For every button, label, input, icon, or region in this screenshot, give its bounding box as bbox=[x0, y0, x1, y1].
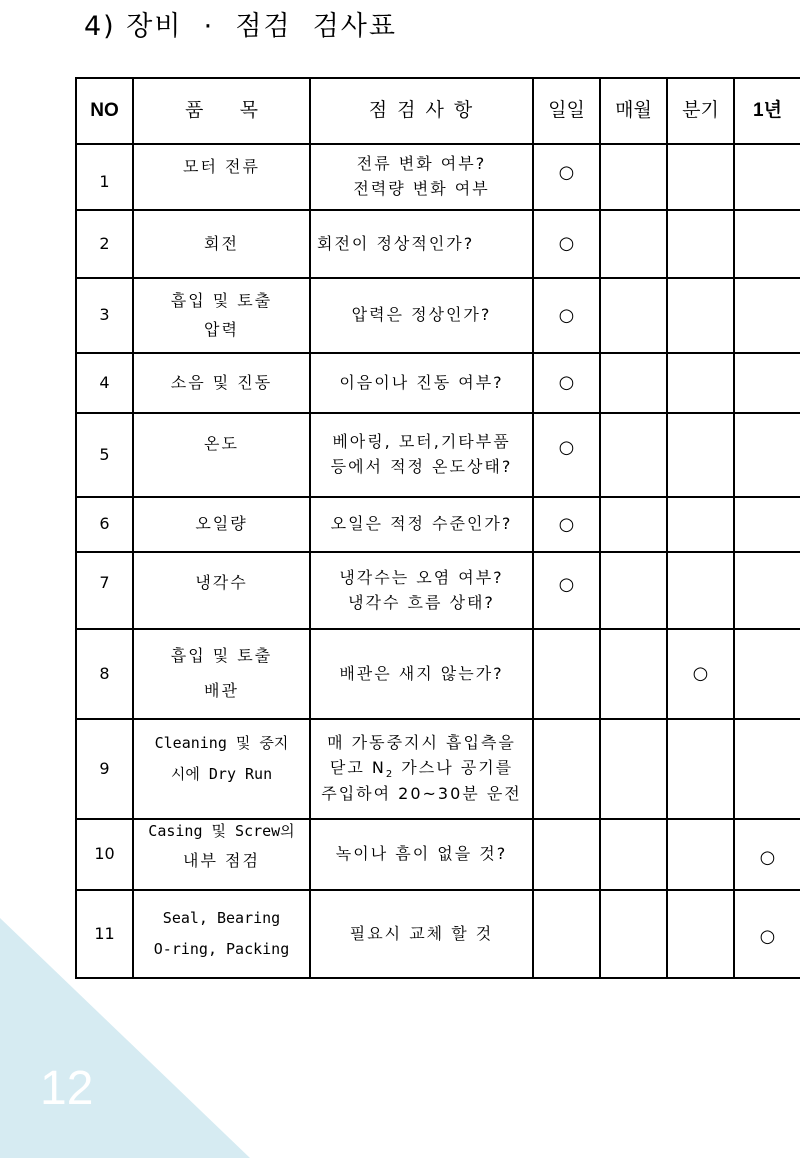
header-check: 점 검 사 항 bbox=[310, 78, 533, 144]
mark-monthly bbox=[600, 819, 667, 890]
mark-daily: ○ bbox=[533, 413, 600, 497]
mark-daily bbox=[533, 719, 600, 819]
row-item: Casing 및 Screw의 내부 점검 bbox=[133, 819, 310, 890]
header-no: NO bbox=[76, 78, 133, 144]
mark-daily: ○ bbox=[533, 353, 600, 413]
mark-daily: ○ bbox=[533, 552, 600, 629]
row-item: Cleaning 및 중지 시에 Dry Run bbox=[133, 719, 310, 819]
row-no: 11 bbox=[76, 890, 133, 978]
mark-monthly bbox=[600, 144, 667, 210]
table-row bbox=[76, 890, 800, 978]
row-item: 모터 전류 bbox=[133, 144, 310, 210]
mark-quarterly bbox=[667, 278, 734, 353]
row-item: 흡입 및 토출 배관 bbox=[133, 629, 310, 719]
row-check: 배관은 새지 않는가? bbox=[310, 629, 533, 719]
mark-daily bbox=[533, 819, 600, 890]
row-item: 소음 및 진동 bbox=[133, 353, 310, 413]
row-no: 7 bbox=[76, 552, 133, 629]
mark-monthly bbox=[600, 629, 667, 719]
mark-yearly: ○ bbox=[734, 819, 800, 890]
row-check: 회전이 정상적인가? bbox=[310, 210, 533, 278]
mark-monthly bbox=[600, 719, 667, 819]
mark-yearly: ○ bbox=[734, 890, 800, 978]
header-item: 품 목 bbox=[133, 78, 310, 144]
row-item: 오일량 bbox=[133, 497, 310, 552]
row-no: 8 bbox=[76, 629, 133, 719]
mark-monthly bbox=[600, 890, 667, 978]
row-no: 2 bbox=[76, 210, 133, 278]
row-no: 3 bbox=[76, 278, 133, 353]
table-row bbox=[76, 719, 800, 819]
row-item: Seal, Bearing O-ring, Packing bbox=[133, 890, 310, 978]
table-row bbox=[76, 278, 800, 353]
mark-yearly bbox=[734, 719, 800, 819]
mark-quarterly bbox=[667, 497, 734, 552]
mark-monthly bbox=[600, 552, 667, 629]
mark-yearly bbox=[734, 210, 800, 278]
mark-yearly bbox=[734, 629, 800, 719]
header-monthly: 매월 bbox=[600, 78, 667, 144]
mark-monthly bbox=[600, 497, 667, 552]
mark-daily: ○ bbox=[533, 497, 600, 552]
row-no: 10 bbox=[76, 819, 133, 890]
row-no: 4 bbox=[76, 353, 133, 413]
mark-yearly bbox=[734, 278, 800, 353]
mark-monthly bbox=[600, 413, 667, 497]
row-check: 압력은 정상인가? bbox=[310, 278, 533, 353]
row-check: 오일은 적정 수준인가? bbox=[310, 497, 533, 552]
mark-yearly bbox=[734, 552, 800, 629]
mark-quarterly bbox=[667, 552, 734, 629]
page-title: 4) 장비 · 점검 검사표 bbox=[84, 11, 397, 42]
row-no: 6 bbox=[76, 497, 133, 552]
row-item: 냉각수 bbox=[133, 552, 310, 629]
table-row bbox=[76, 353, 800, 413]
row-check: 베아링, 모터,기타부품 등에서 적정 온도상태? bbox=[310, 413, 533, 497]
mark-daily bbox=[533, 629, 600, 719]
row-check: 녹이나 흠이 없을 것? bbox=[310, 819, 533, 890]
row-check: 이음이나 진동 여부? bbox=[310, 353, 533, 413]
row-item: 회전 bbox=[133, 210, 310, 278]
header-daily: 일일 bbox=[533, 78, 600, 144]
header-yearly: 1년 bbox=[734, 78, 800, 144]
row-no: 5 bbox=[76, 413, 133, 497]
mark-yearly bbox=[734, 144, 800, 210]
row-check: 냉각수는 오염 여부? 냉각수 흐름 상태? bbox=[310, 552, 533, 629]
row-item: 흡입 및 토출 압력 bbox=[133, 278, 310, 353]
row-check: 매 가동중지시 흡입측을 닫고 $N_2$ 가스나 공기를 주입하여 20~30분 운전 bbox=[310, 719, 533, 819]
mark-quarterly bbox=[667, 210, 734, 278]
mark-daily: ○ bbox=[533, 144, 600, 210]
table-row bbox=[76, 819, 800, 890]
mark-daily: ○ bbox=[533, 210, 600, 278]
table-row bbox=[76, 552, 800, 629]
table-row bbox=[76, 497, 800, 552]
mark-daily: ○ bbox=[533, 278, 600, 353]
mark-monthly bbox=[600, 278, 667, 353]
mark-quarterly bbox=[667, 890, 734, 978]
table-row bbox=[76, 629, 800, 719]
mark-quarterly bbox=[667, 719, 734, 819]
row-check: 필요시 교체 할 것 bbox=[310, 890, 533, 978]
table-header-row bbox=[76, 78, 800, 144]
mark-monthly bbox=[600, 353, 667, 413]
header-quarterly: 분기 bbox=[667, 78, 734, 144]
table-row bbox=[76, 210, 800, 278]
mark-yearly bbox=[734, 497, 800, 552]
mark-quarterly: ○ bbox=[667, 629, 734, 719]
mark-quarterly bbox=[667, 353, 734, 413]
row-check: 전류 변화 여부? 전력량 변화 여부 bbox=[310, 144, 533, 210]
row-no: 1 bbox=[76, 144, 133, 210]
mark-quarterly bbox=[667, 413, 734, 497]
row-item: 온도 bbox=[133, 413, 310, 497]
mark-monthly bbox=[600, 210, 667, 278]
row-no: 9 bbox=[76, 719, 133, 819]
mark-yearly bbox=[734, 353, 800, 413]
mark-quarterly bbox=[667, 819, 734, 890]
mark-yearly bbox=[734, 413, 800, 497]
page-number: 12 bbox=[40, 1062, 94, 1115]
inspection-table bbox=[75, 77, 800, 979]
mark-daily bbox=[533, 890, 600, 978]
table-row bbox=[76, 413, 800, 497]
mark-quarterly bbox=[667, 144, 734, 210]
table-row bbox=[76, 144, 800, 210]
